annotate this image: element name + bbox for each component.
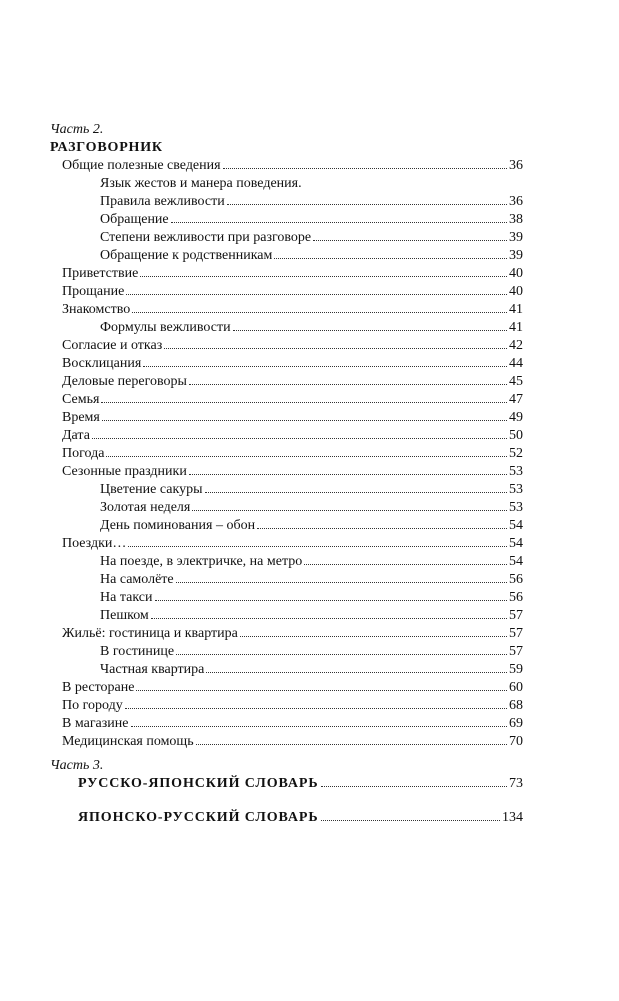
leader-dots	[223, 168, 507, 169]
toc-entry-page: 50	[509, 428, 523, 443]
toc-entry	[62, 428, 523, 444]
toc-entry	[100, 590, 523, 606]
toc-entry-page: 54	[509, 518, 523, 533]
toc-entry	[62, 284, 523, 300]
toc-entry	[100, 554, 523, 570]
dictionary-page: 134	[502, 810, 523, 825]
toc-entry-page: 38	[509, 212, 523, 227]
toc-entry-label: Согласие и отказ	[62, 338, 163, 353]
leader-dots	[205, 492, 508, 493]
toc-entry	[62, 734, 523, 750]
leader-dots	[106, 456, 507, 457]
toc-entry	[62, 716, 523, 732]
toc-entry-label: Обращение	[100, 212, 169, 227]
leader-dots	[126, 294, 507, 295]
leader-dots	[132, 312, 507, 313]
toc-entry-page: 49	[509, 410, 523, 425]
leader-dots	[125, 708, 507, 709]
leader-dots	[128, 546, 507, 547]
toc-entry	[62, 410, 523, 426]
toc-entry-page: 41	[509, 302, 523, 317]
toc-entry-label: Степени вежливости при разговоре	[100, 230, 312, 245]
toc-entry-label: Обращение к родственникам	[100, 248, 273, 263]
toc-entry-label: На такси	[100, 590, 153, 605]
toc-entry-label: День поминования – обон	[100, 518, 256, 533]
toc-entry-label: В ресторане	[62, 680, 135, 695]
dictionary-page: 73	[509, 776, 523, 791]
toc-entry	[62, 266, 523, 282]
toc-entry	[100, 230, 523, 246]
toc-entry-label: Язык жестов и манера поведения.	[100, 176, 302, 191]
leader-dots	[101, 402, 507, 403]
leader-dots	[92, 438, 507, 439]
leader-dots	[176, 582, 507, 583]
toc-entry	[62, 374, 523, 390]
toc-entry-page: 41	[509, 320, 523, 335]
toc-entry-page: 40	[509, 284, 523, 299]
toc-entry	[100, 518, 523, 534]
leader-dots	[131, 726, 508, 727]
part-2-label: Часть 2.	[50, 122, 104, 137]
toc-entry	[62, 338, 523, 354]
toc-entry-page: 52	[509, 446, 523, 461]
toc-entry-page: 56	[509, 572, 523, 587]
toc-entry	[62, 680, 523, 696]
toc-entry-page: 36	[509, 158, 523, 173]
dictionary-entry	[78, 776, 523, 792]
toc-entry-label: Золотая неделя	[100, 500, 191, 515]
toc-entry-page: 60	[509, 680, 523, 695]
toc-entry	[100, 212, 523, 228]
toc-entry-page: 44	[509, 356, 523, 371]
toc-entry	[62, 464, 523, 480]
leader-dots	[313, 240, 507, 241]
toc-entry-label: Приветствие	[62, 266, 139, 281]
leader-dots	[189, 474, 507, 475]
toc-entry-page: 56	[509, 590, 523, 605]
toc-entry	[100, 248, 523, 264]
toc-entry-label: Медицинская помощь	[62, 734, 194, 749]
toc-entry-page: 54	[509, 554, 523, 569]
leader-dots	[233, 330, 507, 331]
toc-entry	[100, 500, 523, 516]
part-2-title: РАЗГОВОРНИК	[50, 140, 163, 155]
toc-entry-page: 57	[509, 626, 523, 641]
toc-entry-page: 42	[509, 338, 523, 353]
leader-dots	[136, 690, 507, 691]
leader-dots	[321, 786, 507, 787]
toc-entry-label: В магазине	[62, 716, 129, 731]
toc-entry-page: 69	[509, 716, 523, 731]
toc-entry-label: Восклицания	[62, 356, 142, 371]
leader-dots	[143, 366, 507, 367]
toc-entry-label: Сезонные праздники	[62, 464, 187, 479]
toc-entry-label: По городу	[62, 698, 123, 713]
part-3-label: Часть 3.	[50, 758, 104, 773]
leader-dots	[151, 618, 507, 619]
toc-entry	[100, 482, 523, 498]
toc-entry	[100, 572, 523, 588]
dictionary-title: ЯПОНСКО-РУССКИЙ СЛОВАРЬ	[78, 810, 319, 825]
toc-entry-label: Пешком	[100, 608, 149, 623]
leader-dots	[171, 222, 507, 223]
leader-dots	[304, 564, 507, 565]
leader-dots	[321, 820, 500, 821]
toc-entry-label: Цветение сакуры	[100, 482, 203, 497]
toc-entry	[62, 626, 523, 642]
toc-entry-page: 54	[509, 536, 523, 551]
leader-dots	[164, 348, 507, 349]
toc-entry-page: 40	[509, 266, 523, 281]
leader-dots	[189, 384, 507, 385]
toc-entry-label: Частная квартира	[100, 662, 205, 677]
toc-entry-page: 39	[509, 248, 523, 263]
toc-entry	[62, 302, 523, 318]
toc-entry	[100, 194, 523, 210]
toc-entry-label: Общие полезные сведения	[62, 158, 221, 173]
toc-entry-label: Правила вежливости	[100, 194, 225, 209]
toc-entry	[100, 320, 523, 336]
toc-entry	[62, 392, 523, 408]
toc-entry-page: 39	[509, 230, 523, 245]
toc-entry	[62, 698, 523, 714]
toc-entry-label: Семья	[62, 392, 100, 407]
toc-entry	[62, 158, 523, 174]
toc-entry	[62, 446, 523, 462]
toc-entry-label: В гостинице	[100, 644, 175, 659]
toc-entry	[100, 608, 523, 624]
toc-entry-label: Знакомство	[62, 302, 131, 317]
leader-dots	[102, 420, 507, 421]
leader-dots	[274, 258, 507, 259]
toc-entry-label: Время	[62, 410, 100, 425]
toc-entry-page: 70	[509, 734, 523, 749]
toc-entry-page: 36	[509, 194, 523, 209]
leader-dots	[257, 528, 507, 529]
toc-entry	[100, 644, 523, 660]
toc-entry-page: 45	[509, 374, 523, 389]
leader-dots	[176, 654, 507, 655]
toc-entry-label: Погода	[62, 446, 105, 461]
toc-entry-page: 68	[509, 698, 523, 713]
toc-entry-page: 47	[509, 392, 523, 407]
toc-entry	[62, 356, 523, 372]
toc-entry-label: На самолёте	[100, 572, 174, 587]
toc-entry-page: 53	[509, 464, 523, 479]
toc-entry-label: Жильё: гостиница и квартира	[62, 626, 238, 641]
toc-entry-label: На поезде, в электричке, на метро	[100, 554, 303, 569]
leader-dots	[155, 600, 508, 601]
leader-dots	[227, 204, 507, 205]
toc-entry-label: Прощание	[62, 284, 125, 299]
toc-entry-page: 57	[509, 644, 523, 659]
toc-entry	[100, 662, 523, 678]
toc-entry-page: 59	[509, 662, 523, 677]
leader-dots	[196, 744, 507, 745]
dictionary-title: РУССКО-ЯПОНСКИЙ СЛОВАРЬ	[78, 776, 319, 791]
toc-entry-label: Поездки…	[62, 536, 127, 551]
toc-entry-page: 57	[509, 608, 523, 623]
leader-dots	[240, 636, 507, 637]
toc-entry-label: Формулы вежливости	[100, 320, 231, 335]
leader-dots	[206, 672, 507, 673]
leader-dots	[140, 276, 507, 277]
toc-entry-label: Дата	[62, 428, 90, 443]
toc-entry	[62, 536, 523, 552]
toc-entry-page: 53	[509, 482, 523, 497]
leader-dots	[192, 510, 507, 511]
toc-entry-label: Деловые переговоры	[62, 374, 187, 389]
dictionary-entry	[78, 810, 523, 826]
toc-entry-page: 53	[509, 500, 523, 515]
